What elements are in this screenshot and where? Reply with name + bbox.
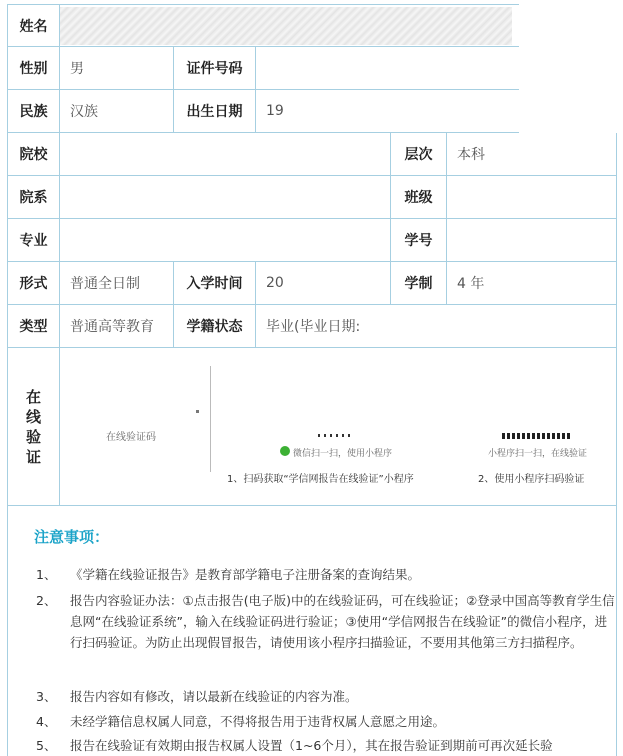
verify-char-4: 证 [25, 447, 41, 466]
note-text-5: 报告在线验证有效期由报告权属人设置（1~6个月），其在报告验证到期前可再次延长验 [70, 738, 553, 753]
ethnic-label: 民族 [7, 90, 60, 133]
row-major [7, 219, 617, 262]
id-number-label: 证件号码 [174, 47, 256, 90]
online-verify-label [7, 348, 60, 506]
id-number-value [256, 47, 519, 90]
type-label: 类型 [7, 305, 60, 348]
school-label: 院校 [7, 133, 60, 176]
gender-label: 性别 [7, 47, 60, 90]
enroll-date-label: 入学时间 [174, 262, 256, 305]
verify-code-label: 在线验证码 [106, 432, 156, 443]
verify-divider [210, 366, 211, 472]
school-value [60, 133, 391, 176]
verify-code-area[interactable] [70, 358, 210, 488]
note-num-3: 3、 [36, 689, 57, 704]
wechat-qr-area[interactable] [260, 418, 410, 458]
form-value: 普通全日制 [60, 262, 174, 305]
major-label: 专业 [7, 219, 60, 262]
birth-date-value: 19 [256, 90, 519, 133]
note-num-4: 4、 [36, 714, 57, 729]
verify-char-1: 在 [25, 387, 41, 406]
row-form [7, 262, 617, 305]
row-name [7, 4, 519, 47]
verify-content [60, 348, 617, 506]
row-type [7, 305, 617, 348]
verify-char-2: 线 [25, 407, 41, 426]
notes-section [7, 506, 617, 756]
status-value: 毕业(毕业日期: [256, 305, 617, 348]
birth-date-label: 出生日期 [174, 90, 256, 133]
row-ethnic [7, 90, 519, 133]
note-text-2: 报告内容验证办法：①点击报告(电子版)中的在线验证码，可在线验证；②登录中国高等教育学生信息网“在线验证系统”，输入在线验证码进行验证；③使用“学信网报告在线验证”的微信小程序，进行扫码验证。为防止出现假冒报告，请使用该小程序扫描验证，不要用其他第三方扫描程序。 [70, 593, 615, 650]
notes-title: 注意事项： [34, 528, 110, 546]
cropped-corner [520, 0, 623, 133]
row-department [7, 176, 617, 219]
note-num-1: 1、 [36, 567, 57, 582]
note-text-3: 报告内容如有修改，请以最新在线验证的内容为准。 [70, 689, 358, 704]
department-label: 院系 [7, 176, 60, 219]
mini-qr-icon [502, 433, 572, 439]
student-number-value [447, 219, 617, 262]
mini-qr-area[interactable] [480, 428, 610, 463]
step-2-text: 2、使用小程序扫码验证 [478, 474, 585, 485]
student-number-label: 学号 [391, 219, 447, 262]
name-redaction [60, 7, 512, 45]
note-num-2: 2、 [36, 593, 57, 608]
gender-value: 男 [60, 47, 174, 90]
duration-value: 4 年 [447, 262, 617, 305]
wechat-qr-icon [318, 434, 352, 437]
cursor-mark [196, 410, 199, 413]
class-label: 班级 [391, 176, 447, 219]
major-value [60, 219, 391, 262]
level-label: 层次 [391, 133, 447, 176]
note-text-1: 《学籍在线验证报告》是教育部学籍电子注册备案的查询结果。 [70, 567, 421, 582]
type-value: 普通高等教育 [60, 305, 174, 348]
ethnic-value: 汉族 [60, 90, 174, 133]
status-label: 学籍状态 [174, 305, 256, 348]
level-value: 本科 [447, 133, 617, 176]
row-gender [7, 47, 519, 90]
department-value [60, 176, 391, 219]
name-label: 姓名 [7, 5, 60, 47]
note-num-5: 5、 [36, 738, 57, 753]
row-online-verify [7, 348, 617, 506]
row-school [7, 133, 617, 176]
mini-hint: 小程序扫一扫，在线验证 [488, 449, 588, 459]
verify-char-3: 验 [25, 427, 41, 446]
step-1-text: 1、扫码获取“学信网报告在线验证”小程序 [227, 474, 414, 485]
wechat-icon [280, 446, 290, 456]
note-text-4: 未经学籍信息权属人同意，不得将报告用于违背权属人意愿之用途。 [70, 714, 446, 729]
class-value [447, 176, 617, 219]
wechat-hint: 微信扫一扫，使用小程序 [293, 449, 393, 459]
enroll-date-value: 20 [256, 262, 391, 305]
form-label: 形式 [7, 262, 60, 305]
duration-label: 学制 [391, 262, 447, 305]
name-value [60, 5, 519, 47]
